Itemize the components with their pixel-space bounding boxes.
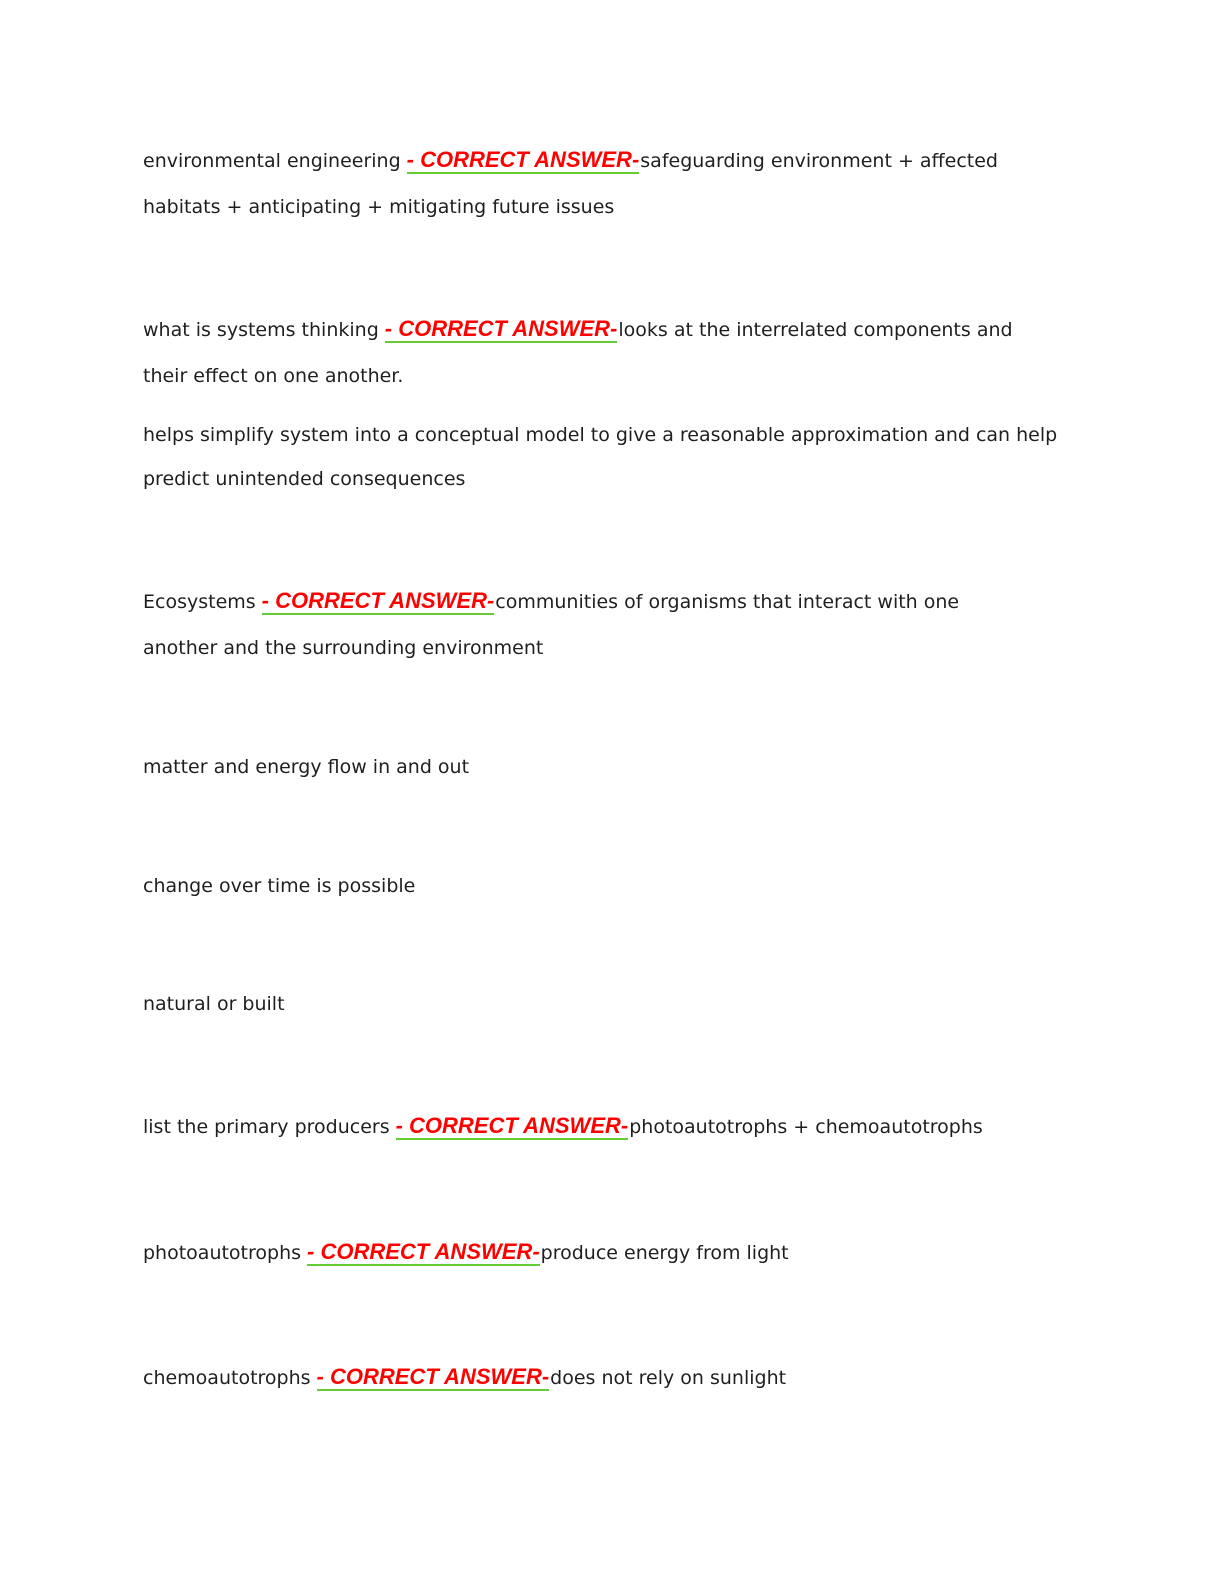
entry-line [143,316,1083,343]
term: photoautotrophs [143,1242,302,1264]
entry-continuation: predict unintended consequences [143,468,466,490]
term: Ecosystems [143,591,256,613]
correct-answer-marker: - CORRECT ANSWER- [307,1239,540,1264]
entry-line [143,1239,1083,1266]
answer-text: safeguarding environment + affected [640,150,998,172]
entry-continuation: natural or built [143,993,285,1015]
entry-continuation: change over time is possible [143,875,416,897]
term: what is systems thinking [143,319,379,341]
entry-line [143,1364,1083,1391]
entry-continuation: helps simplify system into a conceptual model to give a reasonable approximation and can help [143,424,1058,446]
entry-continuation: matter and energy flow in and out [143,756,470,778]
correct-answer-marker: - CORRECT ANSWER- [384,316,618,341]
correct-answer-marker: - CORRECT ANSWER- [395,1113,629,1138]
answer-text: produce energy from light [540,1242,789,1264]
entry-line [143,147,1083,174]
answer-text: does not rely on sunlight [550,1367,787,1389]
entry-continuation: their effect on one another. [143,365,404,387]
correct-answer-marker: - CORRECT ANSWER- [406,147,640,172]
answer-text: photoautotrophs + chemoautotrophs [629,1116,983,1138]
answer-text: looks at the interrelated components and [618,319,1013,341]
term: environmental engineering [143,150,401,172]
entry-line [143,1113,1083,1140]
term: list the primary producers [143,1116,390,1138]
answer-text: communities of organisms that interact with one [495,591,960,613]
correct-answer-marker: - CORRECT ANSWER- [316,1364,550,1389]
term: chemoautotrophs [143,1367,311,1389]
entry-continuation: habitats + anticipating + mitigating future issues [143,196,615,218]
correct-answer-marker: - CORRECT ANSWER- [261,588,495,613]
entry-continuation: another and the surrounding environment [143,637,544,659]
entry-line [143,588,1083,615]
